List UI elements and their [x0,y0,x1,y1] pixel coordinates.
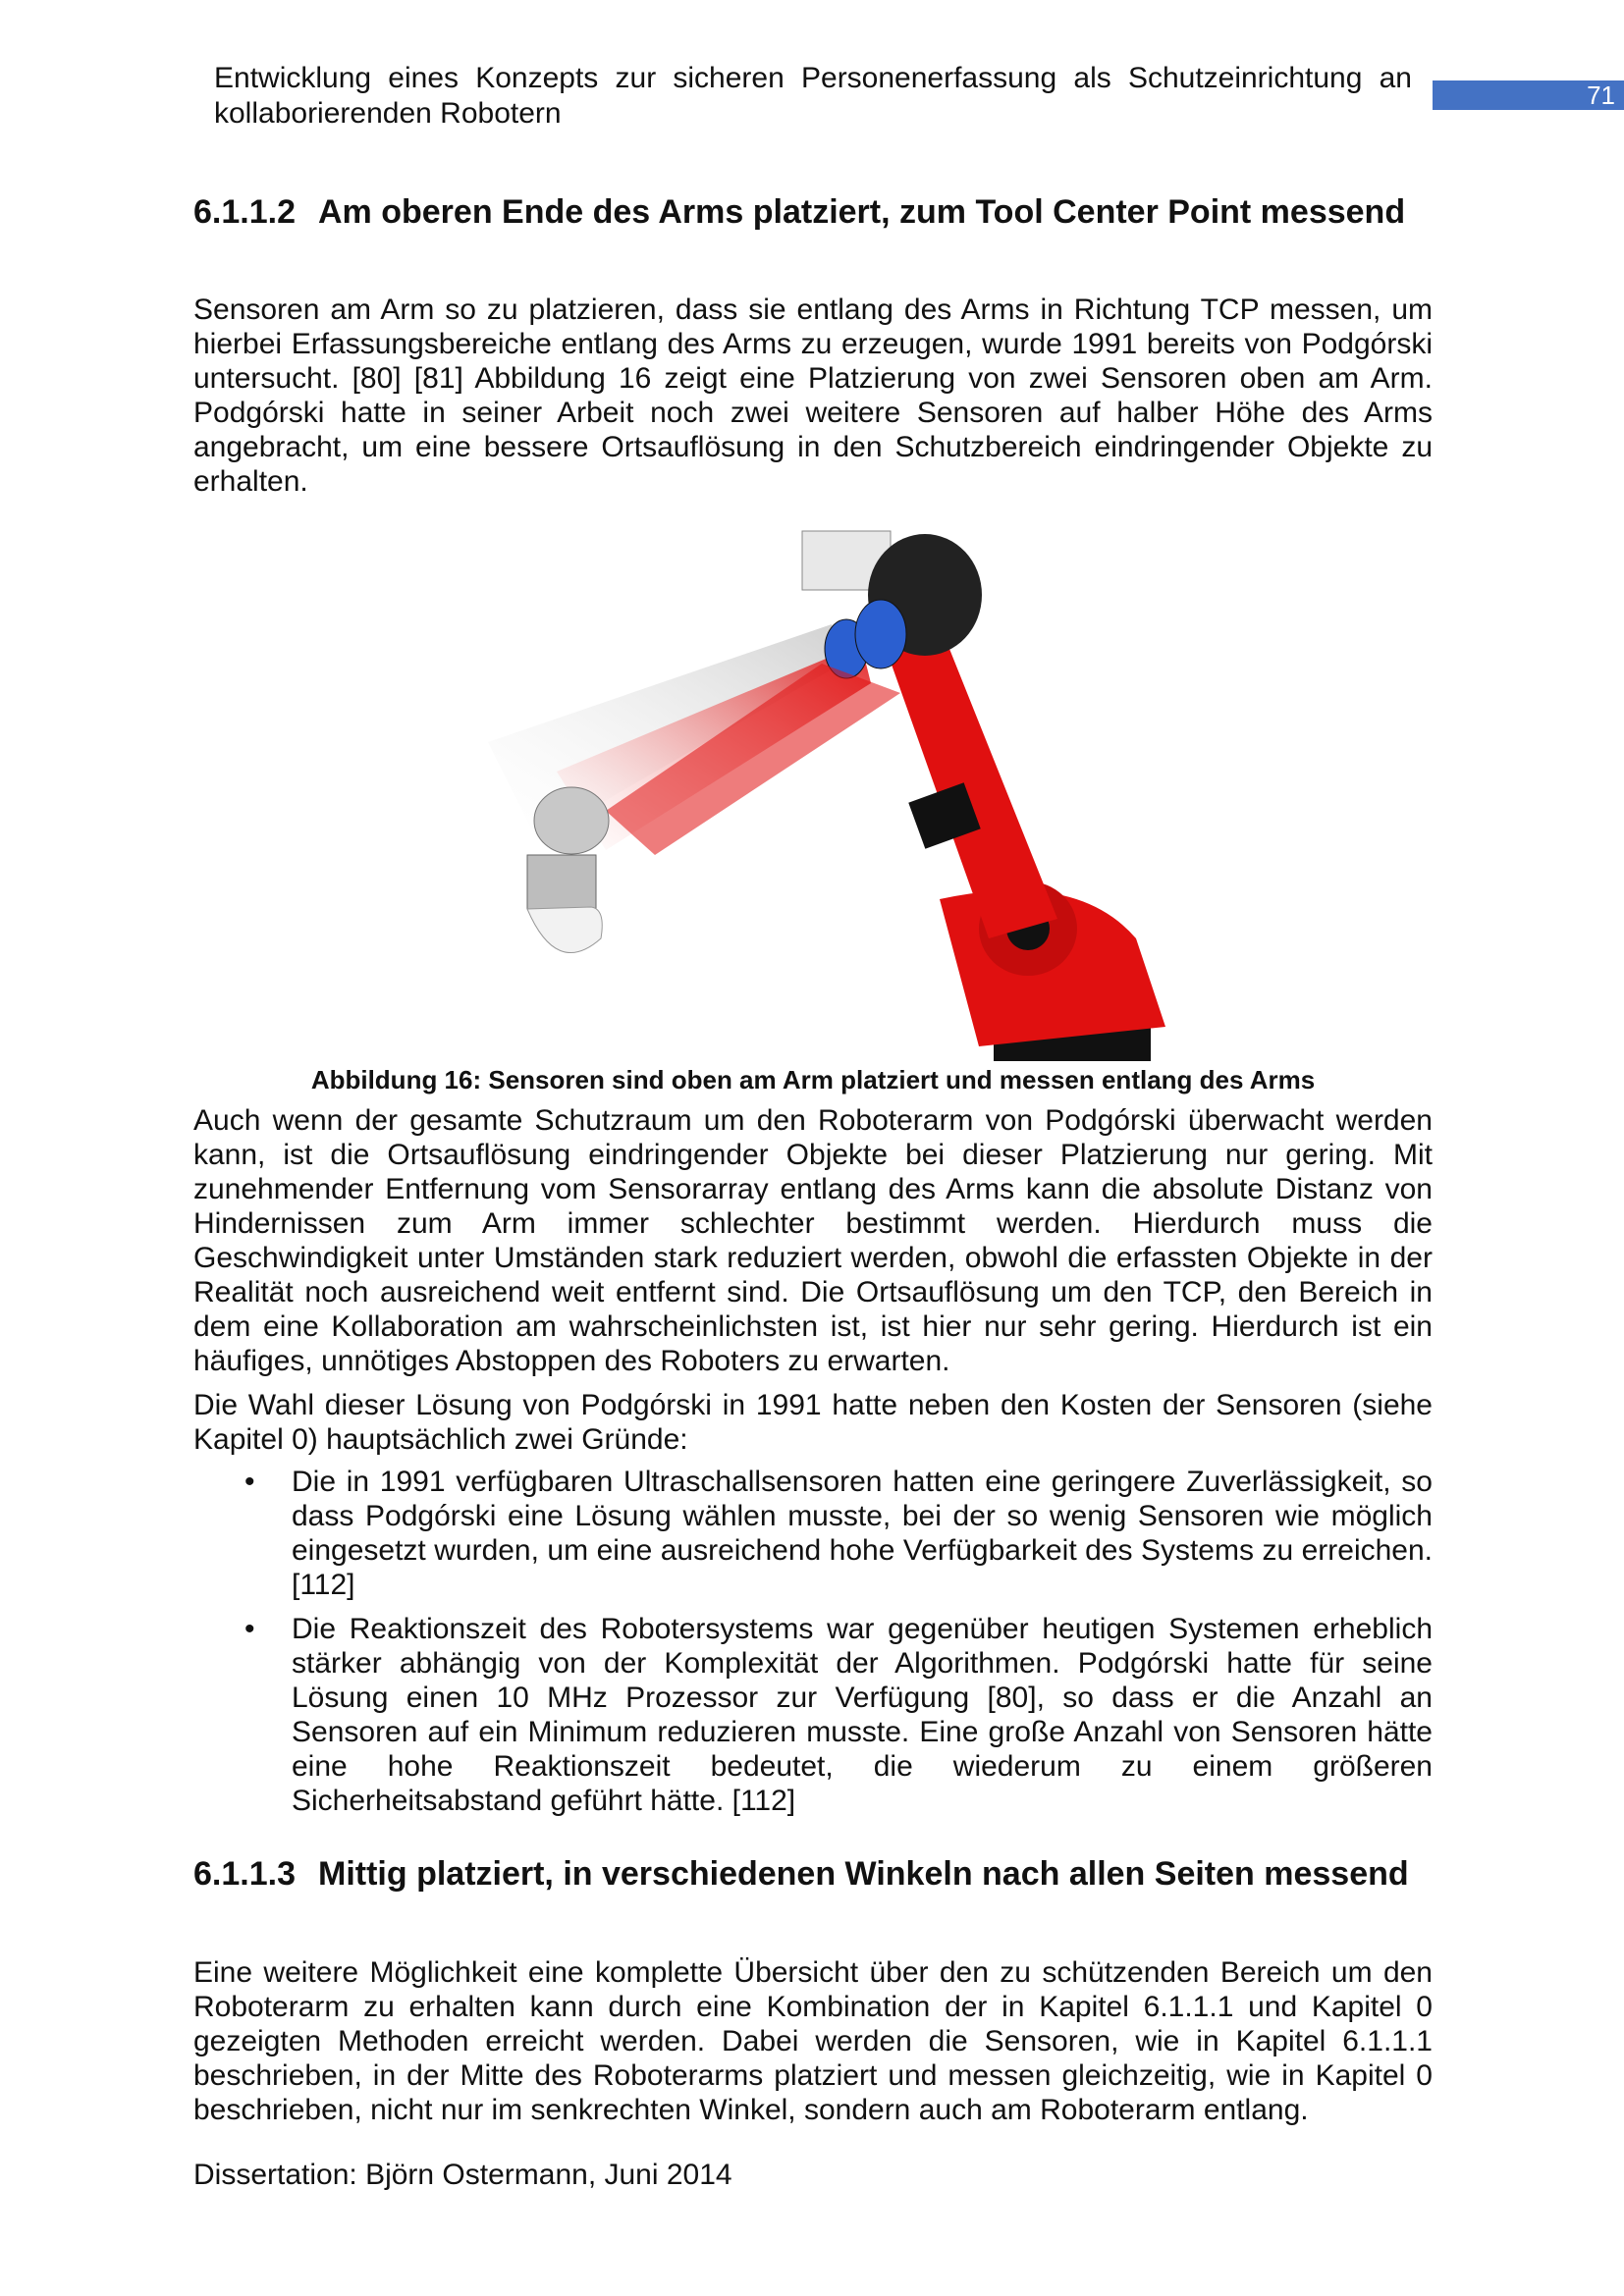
paragraph-resolution: Auch wenn der gesamte Schutzraum um den Roboterarm von Podgórski überwacht werden kann, ist die Ortsauflösung eindringender Objekte bei dieser Platzierung nur gering. Mit zunehmender Entfernung vom Sensorarray entlang des Arms kann die absolute Distanz von Hindernissen zum Arm immer schlechter bestimmt werden. Hierdurch muss die Geschwindigkeit unter Umständen stark reduziert werden, obwohl die erfassten Objekte in der Realität noch ausreichend weit entfernt sind. Die Ortsauflösung um den TCP, den Bereich in dem eine Kollaboration am wahrscheinlichsten ist, ist hier nur sehr gering. Hierdurch ist ein häufiges, unnötiges Abstoppen des Roboters zu erwarten. [193,1104,1433,1377]
page-number: 71 [1433,80,1624,110]
header-line-2: kollaborierenden Robotern [214,97,562,130]
list-item-text: Die Reaktionszeit des Robotersystems war gegenüber heutigen Systemen erheblich stärker abhängig von der Komplexität der Algorithmen. Podgórski hatte für seine Lösung einen 10 MHz Prozessor zur Verfügung [80], so dass er die Anzahl an Sensoren auf ein Minimum reduzieren musste. Eine große Anzahl von Sensoren hätte eine hohe Reaktionszeit bedeutet, die wiederum zu einem größeren Sicherheitsabstand geführt hätte. [112] [292,1613,1433,1817]
section-number: 6.1.1.3 [193,1855,296,1893]
header-line-1: Entwicklung eines Konzepts zur sicheren Personenerfassung als Schutzeinrichtung an [214,62,1412,94]
robot-wrist [534,787,609,854]
figure-caption: Abbildung 16: Sensoren sind oben am Arm platziert und messen entlang des Arms [310,1065,1316,1095]
running-header [214,61,1412,132]
footer: Dissertation: Björn Ostermann, Juni 2014 [193,2159,732,2191]
robot-gripper [527,907,602,953]
list-item [193,1465,1433,1602]
list-item-text: Die in 1991 verfügbaren Ultraschallsensoren hatten eine geringere Zuverlässigkeit, so dass Podgórski eine Lösung wählen musste, bei der so wenig Sensoren wie möglich eingesetzt wurden, um eine ausreichend hohe Verfügbarkeit des Systems zu erreichen. [112] [292,1466,1433,1601]
paragraph-intro: Sensoren am Arm so zu platzieren, dass sie entlang des Arms in Richtung TCP messen, um hierbei Erfassungsbereiche entlang des Arms zu erzeugen, wurde 1991 bereits von Podgórski untersucht. [80] [81] Abbildung 16 zeigt eine Platzierung von zwei Sensoren oben am Arm. Podgórski hatte in seiner Arbeit noch zwei weitere Sensoren auf halber Höhe des Arms angebracht, um eine bessere Ortsauflösung in den Schutzbereich eindringender Objekte zu erhalten. [193,294,1433,498]
reasons-list [193,1465,1433,1828]
section-title: Am oberen Ende des Arms platziert, zum Tool Center Point messend [318,193,1406,231]
paragraph-combined: Eine weitere Möglichkeit eine komplette Übersicht über den zu schützenden Bereich um den Roboterarm zu erhalten kann durch eine Kombination der in Kapitel 6.1.1.1 und Kapitel 0 gezeigten Methoden erreicht werden. Dabei werden die Sensoren, wie in Kapitel 6.1.1.1 beschrieben, in der Mitte des Roboterarms platziert und messen gleichzeitig, wie in Kapitel 0 beschrieben, nicht nur im senkrechten Winkel, sondern auch am Roboterarm entlang. [193,1956,1433,2126]
section-number: 6.1.1.2 [193,193,296,231]
list-item [193,1612,1433,1818]
bullet-icon: • [244,1466,255,1498]
figure-robot-arm [193,516,1433,1061]
robot-tool-flange [527,855,596,909]
section-heading-6-1-1-3 [193,1854,1433,1894]
section-title: Mittig platziert, in verschiedenen Winkeln nach allen Seiten messend [318,1855,1409,1893]
bullet-icon: • [244,1613,255,1645]
robot-upper-arm [881,624,1057,938]
robot-arm-illustration [193,516,1433,1061]
sensor-right [855,600,906,668]
section-heading-6-1-1-2 [193,192,1433,232]
paragraph-reasons: Die Wahl dieser Lösung von Podgórski in 1991 hatte neben den Kosten der Sensoren (siehe Kapitel 0) hauptsächlich zwei Gründe: [193,1389,1433,1456]
